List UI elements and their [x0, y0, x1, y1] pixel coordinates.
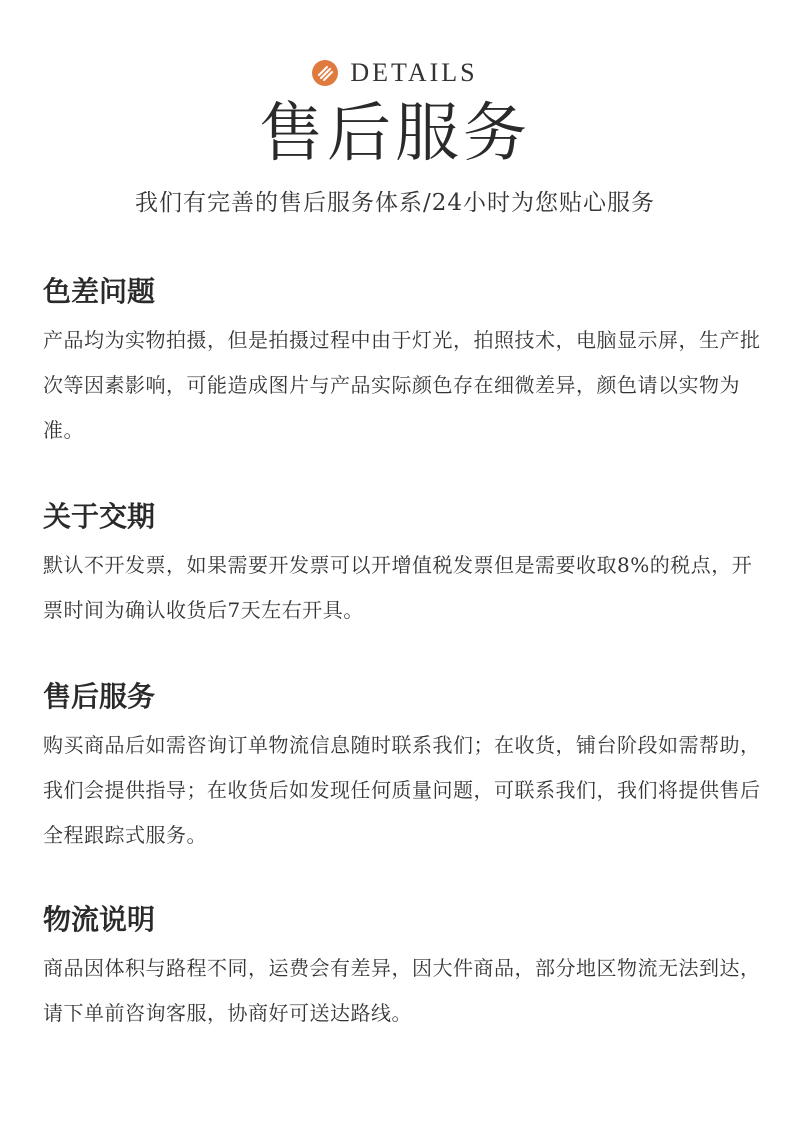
striped-circle-icon [312, 60, 338, 86]
badge-label: DETAILS [350, 58, 478, 87]
section-body: 默认不开发票，如果需要开发票可以开增值税发票但是需要收取8%的税点，开票时间为确认收货后7天左右开具。 [43, 553, 753, 622]
section-delivery-time [43, 497, 763, 633]
section-color-difference [43, 272, 763, 453]
stripes-glyph [317, 65, 333, 81]
section-body: 产品均为实物拍摄，但是拍摄过程中由于灯光，拍照技术，电脑显示屏，生产批次等因素影响，可能造成图片与产品实际颜色存在细微差异，颜色请以实物为准。 [43, 328, 761, 442]
section-heading: 色差问题 [43, 275, 156, 308]
section-heading: 物流说明 [43, 903, 156, 936]
page-subtitle: 我们有完善的售后服务体系/24小时为您贴心服务 [134, 190, 655, 216]
section-heading: 售后服务 [43, 680, 156, 713]
section-after-sales [43, 677, 763, 858]
page-title: 售后服务 [259, 97, 531, 171]
details-badge [0, 58, 790, 88]
section-heading: 关于交期 [43, 500, 156, 533]
section-body: 购买商品后如需咨询订单物流信息随时联系我们；在收货，铺台阶段如需帮助，我们会提供指导；在收货后如发现任何质量问题，可联系我们，我们将提供售后全程跟踪式服务。 [43, 733, 761, 847]
section-logistics [43, 900, 763, 1036]
section-body: 商品因体积与路程不同，运费会有差异，因大件商品，部分地区物流无法到达，请下单前咨询客服，协商好可送达路线。 [43, 956, 761, 1025]
